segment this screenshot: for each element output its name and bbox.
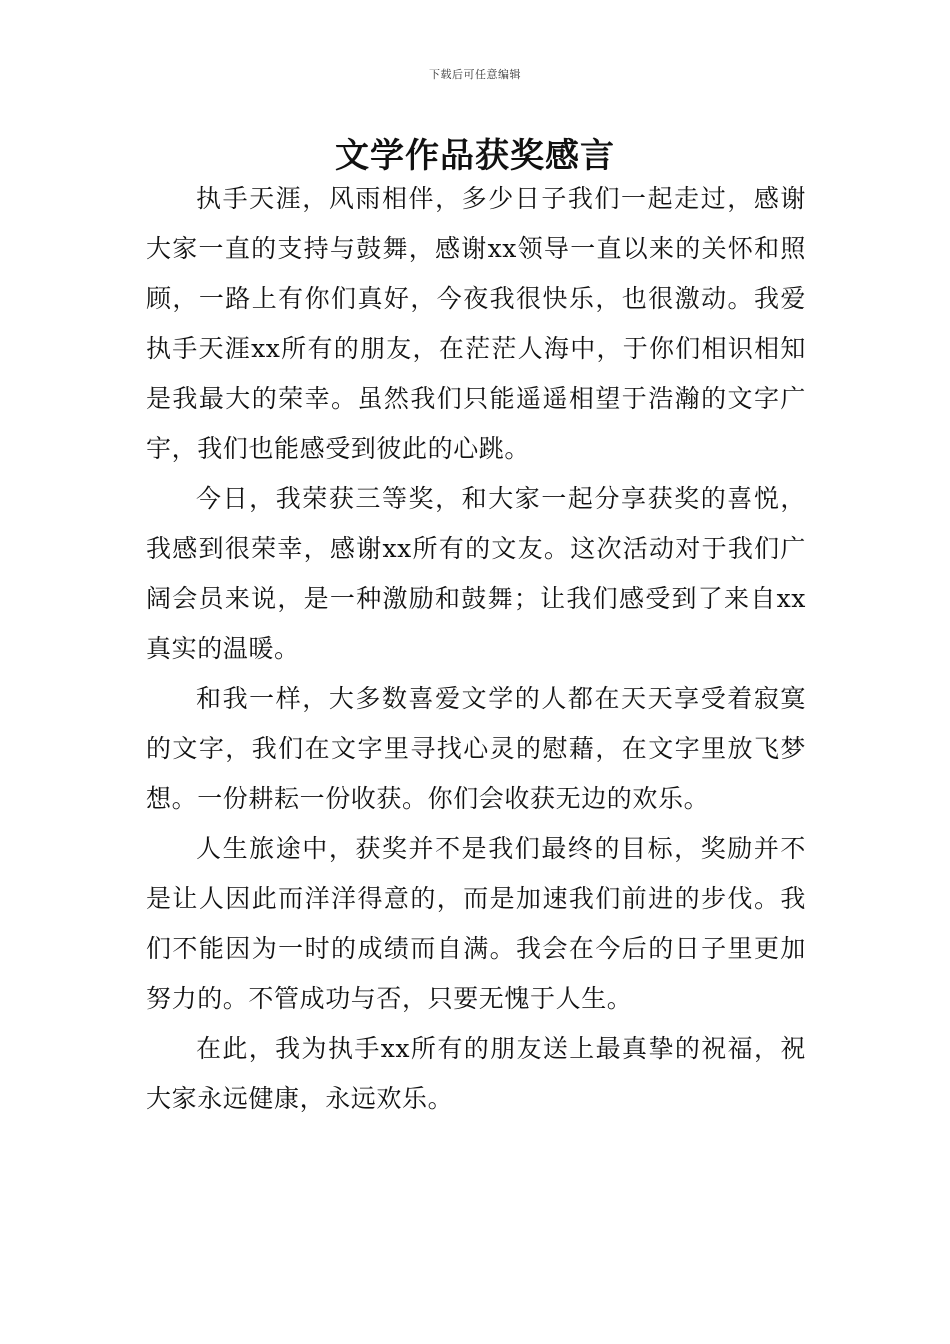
header-note: 下载后可任意编辑 bbox=[429, 68, 521, 81]
paragraph-4: 人生旅途中，获奖并不是我们最终的目标，奖励并不是让人因此而洋洋得意的，而是加速我们前进的步伐。我们不能因为一时的成绩而自满。我会在今后的日子里更加努力的。不管成功与否，只要无愧于人生。 bbox=[146, 834, 806, 1013]
document-title: 文学作品获奖感言 bbox=[335, 136, 615, 176]
paragraph-5: 在此，我为执手xx所有的朋友送上最真挚的祝福，祝大家永远健康，永远欢乐。 bbox=[146, 1034, 806, 1113]
document-body bbox=[146, 174, 806, 1124]
paragraph-2: 今日，我荣获三等奖，和大家一起分享获奖的喜悦，我感到很荣幸，感谢xx所有的文友。这次活动对于我们广阔会员来说，是一种激励和鼓舞；让我们感受到了来自xx真实的温暖。 bbox=[146, 484, 806, 663]
paragraph-1: 执手天涯，风雨相伴，多少日子我们一起走过，感谢大家一直的支持与鼓舞，感谢xx领导一直以来的关怀和照顾，一路上有你们真好，今夜我很快乐，也很激动。我爱执手天涯xx所有的朋友，在茫茫人海中，于你们相识相知是我最大的荣幸。虽然我们只能遥遥相望于浩瀚的文字广宇，我们也能感受到彼此的心跳。 bbox=[146, 184, 806, 463]
paragraph-3: 和我一样，大多数喜爱文学的人都在天天享受着寂寞的文字，我们在文字里寻找心灵的慰藉，在文字里放飞梦想。一份耕耘一份收获。你们会收获无边的欢乐。 bbox=[146, 684, 806, 813]
